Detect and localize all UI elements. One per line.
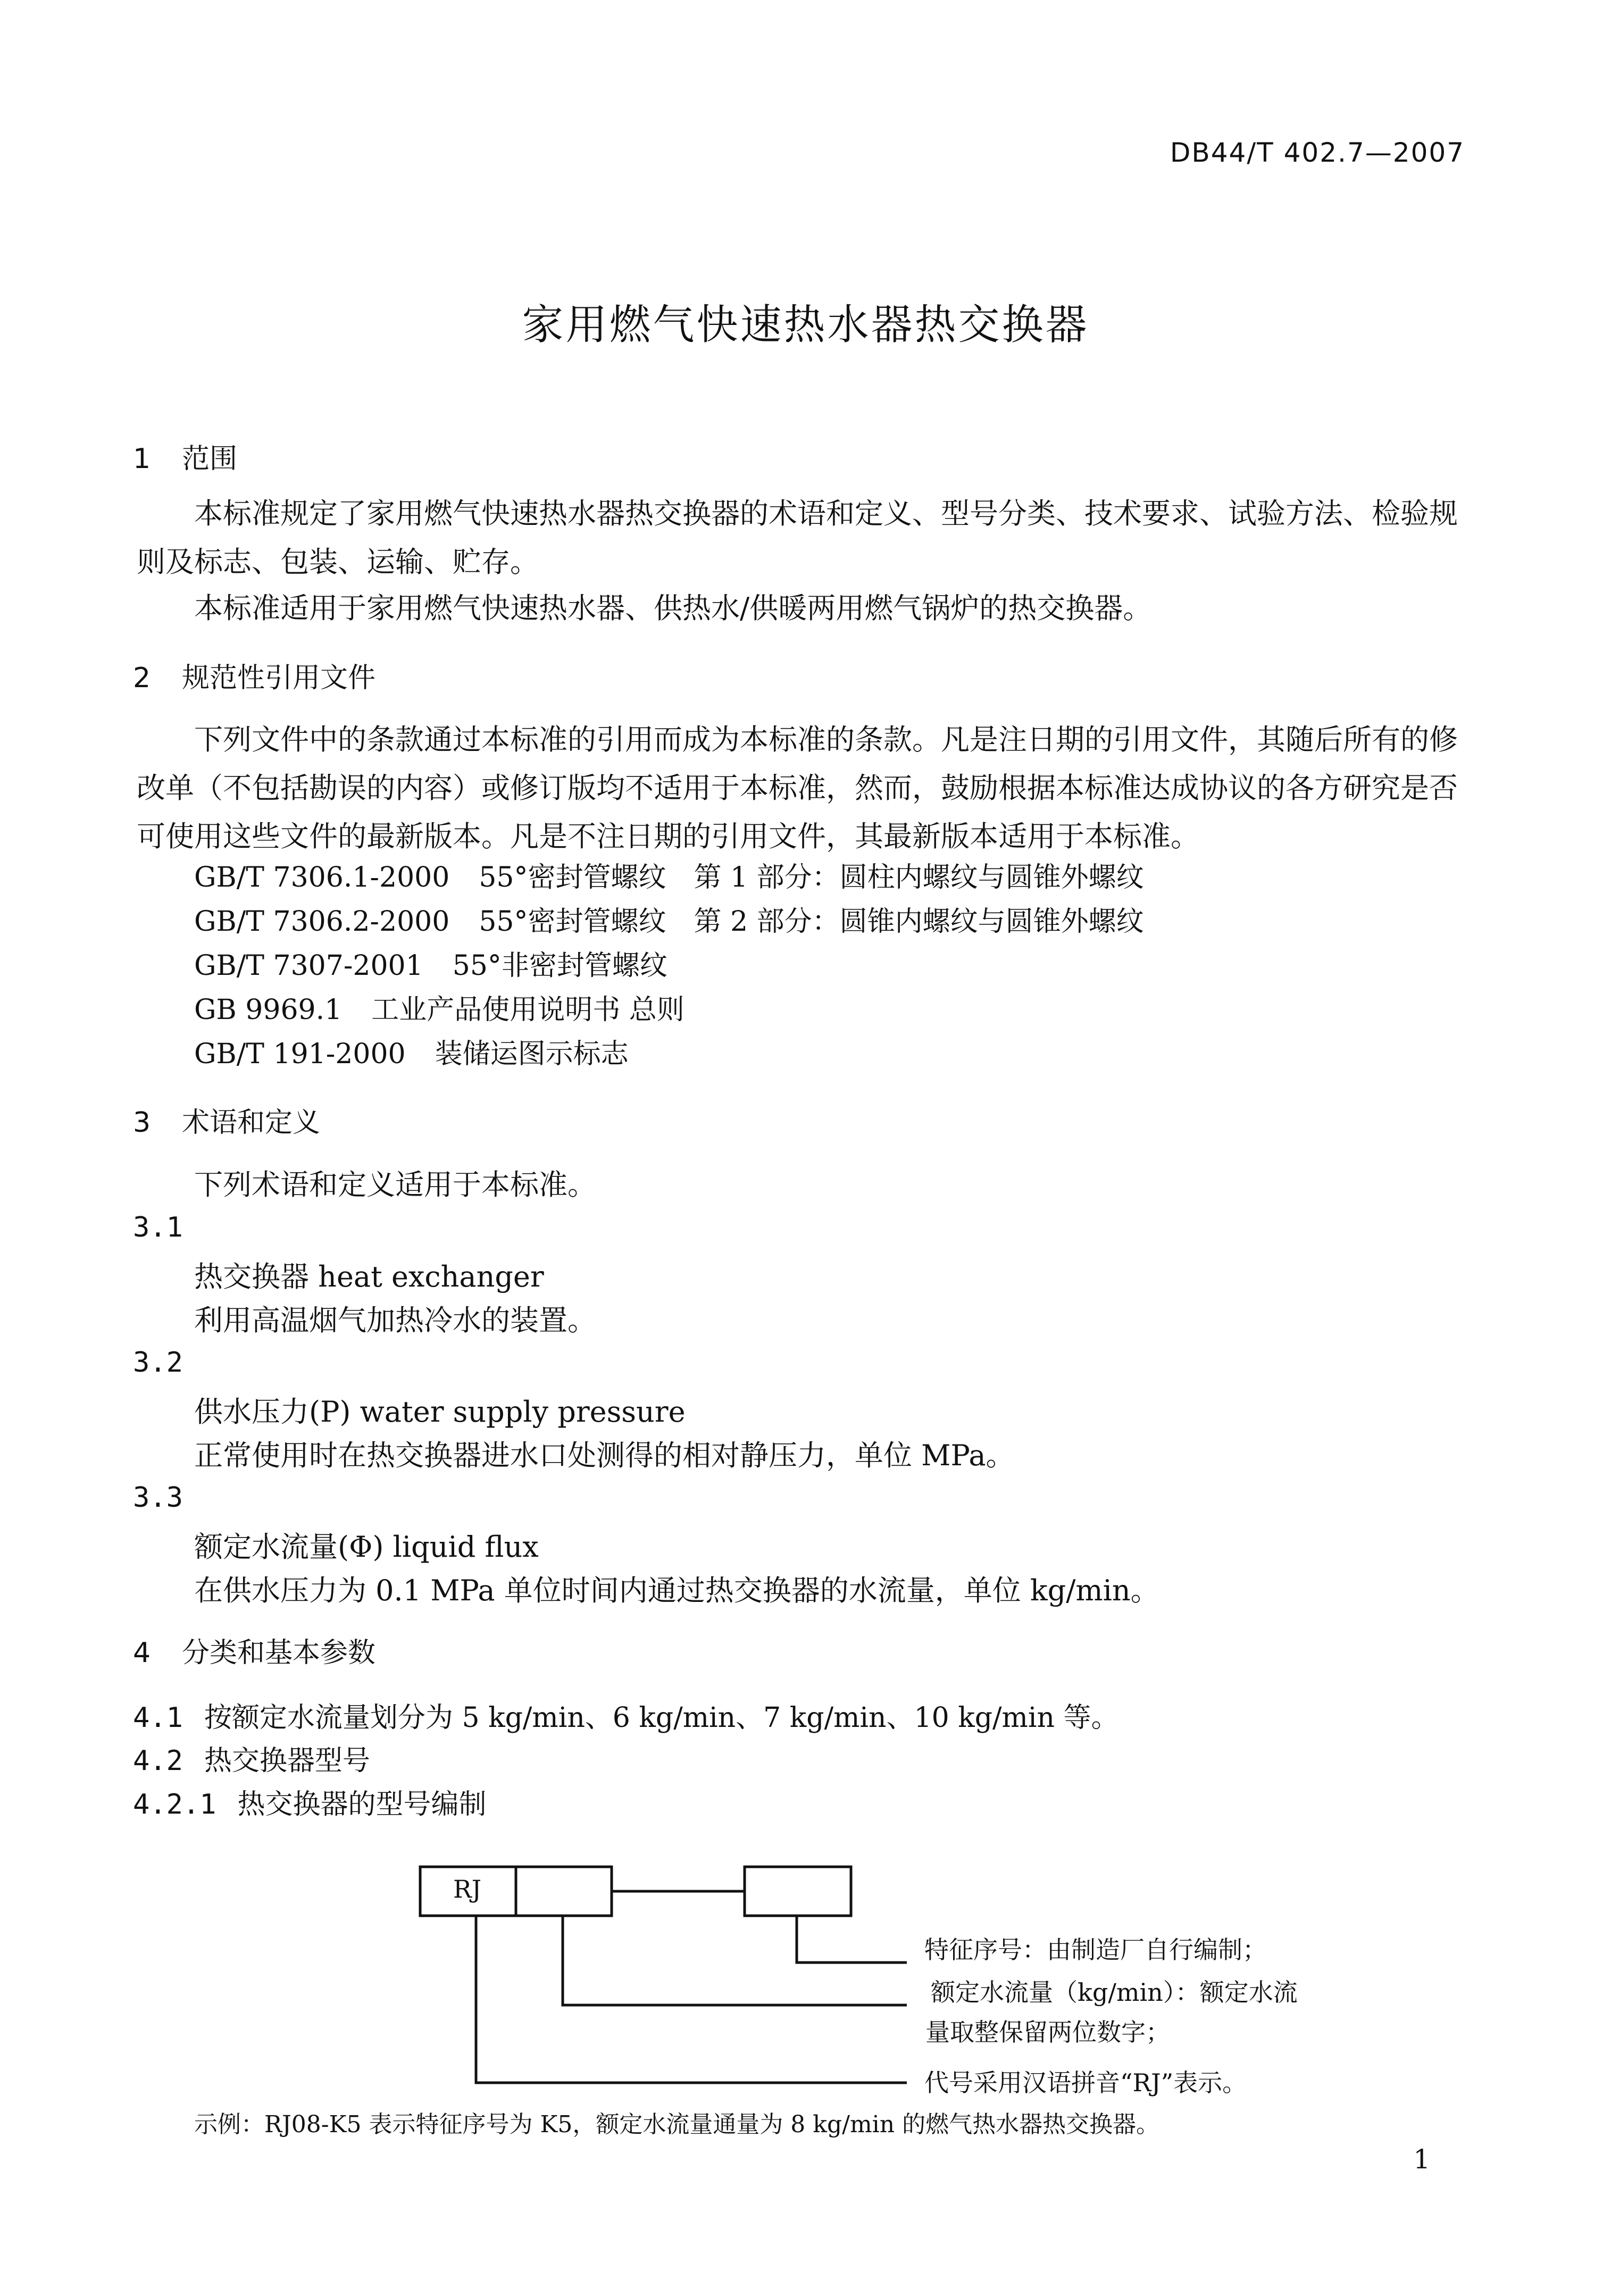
term-definition: 正常使用时在热交换器进水口处测得的相对静压力，单位 MPa。	[194, 1439, 1015, 1472]
document-title: 家用燃气快速热水器热交换器	[522, 301, 1089, 349]
reference-title: 55°密封管螺纹 第 1 部分：圆柱内螺纹与圆锥外螺纹	[479, 862, 1144, 894]
reference-code: GB/T 7307-2001	[194, 950, 423, 982]
section-title: 术语和定义	[182, 1107, 321, 1139]
reference-title: 装储运图示标志	[435, 1038, 629, 1070]
section-1-paragraph-2: 本标准适用于家用燃气快速热水器、供热水/供暖两用燃气锅炉的热交换器。	[194, 591, 1152, 625]
section-title: 分类和基本参数	[182, 1637, 376, 1669]
reference-code: GB/T 7306.1-2000	[194, 862, 450, 894]
code-box-label: RJ	[453, 1875, 482, 1903]
clause-number: 4.2.1	[133, 1789, 216, 1821]
term-name: 供水压力(P) water supply pressure	[194, 1395, 686, 1429]
code-box-serial	[745, 1867, 851, 1916]
document-code: DB44/T 402.7—2007	[1170, 137, 1465, 168]
reference-code: GB/T 191-2000	[194, 1038, 406, 1070]
diagram-label-flow-cont: 量取整保留两位数字；	[925, 2018, 1170, 2047]
page-number: 1	[1413, 2144, 1430, 2175]
reference-code: GB 9969.1	[194, 994, 343, 1026]
term-definition: 在供水压力为 0.1 MPa 单位时间内通过热交换器的水流量，单位 kg/min。	[194, 1574, 1159, 1607]
term-name: 热交换器 heat exchanger	[194, 1260, 544, 1293]
reference-title: 55°密封管螺纹 第 2 部分：圆锥内螺纹与圆锥外螺纹	[479, 906, 1144, 938]
leader-line-serial	[797, 1916, 907, 1963]
term-name: 额定水流量(Φ) liquid flux	[194, 1530, 539, 1564]
term-definition: 利用高温烟气加热冷水的装置。	[194, 1304, 596, 1337]
term-number: 3.2	[133, 1347, 183, 1379]
section-number: 2	[133, 662, 151, 694]
section-number: 4	[133, 1637, 151, 1669]
section-3-intro: 下列术语和定义适用于本标准。	[194, 1168, 596, 1201]
reference-title: 55°非密封管螺纹	[452, 950, 667, 982]
reference-code: GB/T 7306.2-2000	[194, 906, 450, 938]
clause-text: 按额定水流量划分为 5 kg/min、6 kg/min、7 kg/min、10 kg/min 等。	[204, 1702, 1119, 1734]
section-number: 3	[133, 1107, 151, 1139]
leader-line-code	[476, 1916, 907, 2083]
clause-text: 热交换器型号	[204, 1745, 370, 1777]
section-title: 规范性引用文件	[182, 662, 376, 694]
section-number: 1	[133, 443, 151, 475]
reference-title: 工业产品使用说明书 总则	[371, 994, 685, 1026]
example-note: 示例：RJ08-K5 表示特征序号为 K5，额定水流量通量为 8 kg/min 的燃气热水器热交换器。	[194, 2111, 1160, 2138]
diagram-label-code: 代号采用汉语拼音“RJ”表示。	[924, 2068, 1247, 2097]
term-number: 3.3	[133, 1482, 183, 1514]
diagram-label-flow: 额定水流量（kg/min）：额定水流	[931, 1978, 1298, 2007]
code-box-flow	[516, 1867, 612, 1916]
section-1-paragraph-1: 本标准规定了家用燃气快速热水器热交换器的术语和定义、型号分类、技术要求、试验方法、检验规则及标志、包装、运输、贮存。	[137, 497, 1458, 579]
section-title: 范围	[182, 443, 238, 475]
clause-number: 4.1	[133, 1702, 183, 1734]
leader-line-flow	[563, 1916, 907, 2005]
diagram-label-serial: 特征序号：由制造厂自行编制；	[924, 1935, 1267, 1964]
clause-text: 热交换器的型号编制	[237, 1789, 487, 1821]
section-2-paragraph: 下列文件中的条款通过本标准的引用而成为本标准的条款。凡是注日期的引用文件，其随后所有的修改单（不包括勘误的内容）或修订版均不适用于本标准，然而，鼓励根据本标准达成协议的各方研究是否可使用这些文件的最新版本。凡是不注日期的引用文件，其最新版本适用于本标准。	[137, 723, 1458, 853]
clause-number: 4.2	[133, 1745, 183, 1777]
term-number: 3.1	[133, 1212, 183, 1243]
